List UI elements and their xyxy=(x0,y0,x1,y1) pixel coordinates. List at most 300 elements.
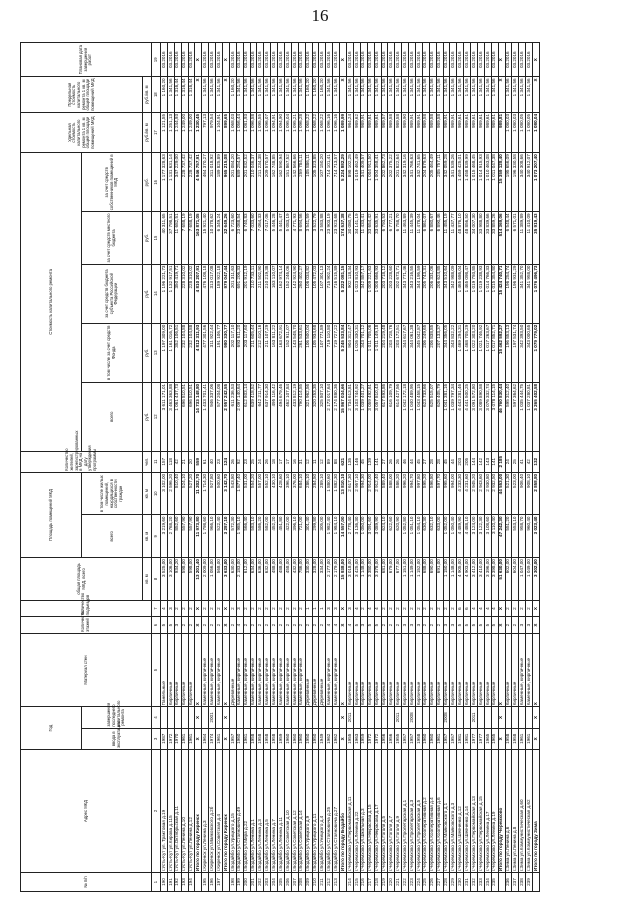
row-year-commission: 1961 xyxy=(216,728,223,749)
row-cost-federal: 196 853,13 xyxy=(505,323,512,382)
row-residents: 2 185 xyxy=(498,451,505,472)
row-year-repair xyxy=(326,707,333,728)
row-cost-total: 15 867 034,66 xyxy=(340,382,347,451)
row-entrances: 2 xyxy=(402,600,409,617)
column-number: 6 xyxy=(152,617,161,634)
row-cost-regional: 476 108,18 xyxy=(202,264,209,323)
row-cost-federal: 211 605,44 xyxy=(250,323,257,382)
row-cost-regional: 1 009 221,63 xyxy=(367,264,374,323)
row-cost-regional: 344 195,59 xyxy=(415,264,422,323)
row-year-commission: 1961 xyxy=(181,728,188,749)
row-cost-federal: 197 531,74 xyxy=(512,323,519,382)
row-residential-area: 13 810,10 xyxy=(340,472,347,515)
row-residents: 146 xyxy=(353,451,360,472)
row-cost-total: 4 441 500,25 xyxy=(464,382,471,451)
row-address: г.Черемхово ул.Гоголя д.7 xyxy=(388,749,395,872)
row-address: г.Черемхово ул.Маяковского д.3 xyxy=(450,749,457,872)
row-floors: 2 xyxy=(250,617,257,634)
row-wall-material: Кирпичные xyxy=(429,633,436,706)
row-address: г.Черемхово ул.Ленина д.17 xyxy=(484,749,491,872)
row-entrances: 2 xyxy=(291,600,298,617)
table-row xyxy=(319,43,326,892)
row-unit-cost: 1 089,99 xyxy=(340,112,347,152)
row-cost-regional: 201 912,19 xyxy=(243,264,250,323)
row-deadline: 03.2016 xyxy=(374,43,381,77)
row-year-commission: 1955 xyxy=(347,728,354,749)
row-residents: 26 xyxy=(395,451,402,472)
row-entrances: 2 xyxy=(285,600,292,617)
row-deadline: X xyxy=(498,43,505,77)
row-cost-local: 7 017,06 xyxy=(264,212,271,264)
row-wall-material: Каменные, кирпичные xyxy=(291,633,298,706)
page-number: 16 xyxy=(311,6,329,25)
row-cost-regional: 5 222 081,15 xyxy=(340,264,347,323)
row-entrances: 6 xyxy=(464,600,471,617)
row-residential-area: 1 882,30 xyxy=(333,472,340,515)
row-premises-area: 11 973,80 xyxy=(195,515,202,558)
row-floors: 2 xyxy=(216,617,223,634)
table-row xyxy=(464,43,471,892)
row-deadline: 03.2016 xyxy=(291,43,298,77)
row-residents: 46 xyxy=(402,451,409,472)
row-total-area: 632,00 xyxy=(264,558,271,601)
row-number xyxy=(340,873,347,892)
row-premises-area: 557,90 xyxy=(188,515,195,558)
row-total-area: 677,00 xyxy=(395,558,402,601)
row-wall-material: Кирпичные xyxy=(464,633,471,706)
row-cost-total: 2 173 017,64 xyxy=(326,382,333,451)
row-cost-federal: 105 934,68 xyxy=(312,323,319,382)
row-cost-federal: 203 117,60 xyxy=(243,323,250,382)
row-cost-federal: 143 548,70 xyxy=(291,323,298,382)
row-year-commission: 1970 xyxy=(174,728,181,749)
row-total-area: 51 630,00 xyxy=(498,558,505,601)
row-cost-regional: 202 673,71 xyxy=(395,264,402,323)
row-cost-federal: 352 106,51 xyxy=(174,323,181,382)
row-deadline: 03.2016 xyxy=(360,43,367,77)
row-number xyxy=(533,873,540,892)
row-deadline: X xyxy=(223,43,230,77)
row-entrances: 2 xyxy=(388,600,395,617)
row-residential-area: 2 912,40 xyxy=(374,472,381,515)
row-premises-area: 3 219,60 xyxy=(161,515,168,558)
row-year-commission: 1960 xyxy=(285,728,292,749)
row-cost-owners: 205 464,49 xyxy=(429,153,436,212)
header-cost-owners: за счет средств собственников помещений в МКД xyxy=(82,153,143,212)
row-year-repair xyxy=(229,707,236,728)
row-residents: 45 xyxy=(360,451,367,472)
row-max-cost: 1 341,56 xyxy=(464,77,471,113)
column-number: 12 xyxy=(152,382,161,451)
row-wall-material: X xyxy=(533,633,540,706)
row-wall-material: Каменные, кирпичные xyxy=(333,633,340,706)
row-wall-material: Кирпичные xyxy=(471,633,478,706)
row-address: г.Бодайбо ул.Ленина д.7 xyxy=(271,749,278,872)
row-total-area: 328,00 xyxy=(312,558,319,601)
row-number: 228 xyxy=(443,873,450,892)
row-year-commission: 1962 xyxy=(333,728,340,749)
row-cost-regional: 313 017,08 xyxy=(209,264,216,323)
row-year-commission: 1987 xyxy=(161,728,168,749)
row-wall-material: Кирпичные xyxy=(181,633,188,706)
row-premises-area: 396,10 xyxy=(291,515,298,558)
row-deadline: 03.2016 xyxy=(526,43,533,77)
row-premises-area: 3 287,10 xyxy=(223,515,230,558)
row-wall-material: Деревянные xyxy=(312,633,319,706)
row-residential-area: 11 202,70 xyxy=(195,472,202,515)
row-cost-regional: 343 771,46 xyxy=(402,264,409,323)
table-row xyxy=(395,43,402,892)
row-wall-material: Каменные, кирпичные xyxy=(285,633,292,706)
row-residential-area: 289,10 xyxy=(319,472,326,515)
row-year-repair: X xyxy=(533,707,540,728)
row-unit-cost: 1 080,05 xyxy=(526,112,533,152)
row-cost-regional: 341 352,70 xyxy=(519,264,526,323)
unit-unit-cost: руб./кв. м xyxy=(143,112,152,152)
row-total-area: 598,00 xyxy=(188,558,195,601)
row-residents: 118 xyxy=(167,451,174,472)
unit-residents: чел. xyxy=(143,451,152,472)
row-address: г.Усть-Кут ул.Ленина д.10 xyxy=(181,749,188,872)
row-cost-total: 14 733 148,80 xyxy=(195,382,202,451)
row-total-area: 3 525,00 xyxy=(161,558,168,601)
row-deadline: 03.2016 xyxy=(505,43,512,77)
row-year-repair xyxy=(167,707,174,728)
row-cost-regional: 341 958,00 xyxy=(526,264,533,323)
row-max-cost: 1 341,56 xyxy=(285,77,292,113)
row-deadline: 03.2016 xyxy=(285,43,292,77)
row-number: 203 xyxy=(264,873,271,892)
row-cost-owners: 1 458 839,99 xyxy=(464,153,471,212)
row-total-area: 3 378,00 xyxy=(374,558,381,601)
row-unit-cost: 989,61 xyxy=(457,112,464,152)
row-cost-local: 11 682,51 xyxy=(174,212,181,264)
row-number: 200 xyxy=(243,873,250,892)
row-floors: 5 xyxy=(491,617,498,634)
row-year-commission: 1956 xyxy=(381,728,388,749)
table-row xyxy=(229,43,236,892)
row-cost-federal: 342 393,50 xyxy=(519,323,526,382)
row-cost-owners: 1 131 631,14 xyxy=(167,153,174,212)
row-entrances: 2 xyxy=(395,600,402,617)
row-deadline: 03.2016 xyxy=(457,43,464,77)
header-floors: Количество этажей xyxy=(21,617,152,634)
row-number xyxy=(223,873,230,892)
row-deadline: X xyxy=(195,43,202,77)
row-entrances: 4 xyxy=(353,600,360,617)
row-cost-local: 6 890,46 xyxy=(436,212,443,264)
row-premises-area: 1 982,40 xyxy=(326,515,333,558)
row-max-cost: 1 341,56 xyxy=(477,77,484,113)
row-wall-material: Деревянные xyxy=(305,633,312,706)
row-entrances: 4 xyxy=(477,600,484,617)
row-number: 194 xyxy=(188,873,195,892)
row-max-cost: 1 341,56 xyxy=(512,77,519,113)
row-cost-regional: 210 219,38 xyxy=(264,264,271,323)
row-wall-material: Деревянные xyxy=(229,633,236,706)
row-unit-cost: 989,91 xyxy=(409,112,416,152)
row-number: 225 xyxy=(422,873,429,892)
row-residents: 25 xyxy=(250,451,257,472)
row-cost-total: 3 463 363,88 xyxy=(167,382,174,451)
row-year-repair xyxy=(216,707,223,728)
row-year-repair xyxy=(450,707,457,728)
row-address: Итого по городу Черемхово xyxy=(498,749,505,872)
row-address: г.Киренск ул.Маяковского д.2б xyxy=(209,749,216,872)
row-residential-area: 4 233,30 xyxy=(457,472,464,515)
row-residential-area: 4 231,60 xyxy=(464,472,471,515)
row-premises-area: 4 488,10 xyxy=(464,515,471,558)
row-total-area: 2 177,00 xyxy=(326,558,333,601)
table-row xyxy=(271,43,278,892)
table-row xyxy=(347,43,354,892)
row-deadline: 03.2016 xyxy=(367,43,374,77)
row-premises-area: 960,40 xyxy=(526,515,533,558)
row-residential-area: 284,50 xyxy=(312,472,319,515)
row-cost-regional: 203 228,60 xyxy=(388,264,395,323)
row-address: г.Черемхово ул.Гоголя д.9 xyxy=(395,749,402,872)
row-year-commission: 1960 xyxy=(291,728,298,749)
row-number: 221 xyxy=(395,873,402,892)
header-entrances: Количество подъездов xyxy=(21,600,152,617)
row-unit-cost: 1 080,03 xyxy=(512,112,519,152)
row-year-repair xyxy=(436,707,443,728)
row-wall-material: X xyxy=(340,633,347,706)
row-unit-cost: 1 068,22 xyxy=(305,112,312,152)
row-number: 233 xyxy=(477,873,484,892)
table-row xyxy=(216,43,223,892)
row-unit-cost: 989,91 xyxy=(360,112,367,152)
row-wall-material: Кирпичные xyxy=(512,633,519,706)
row-unit-cost: 989,61 xyxy=(491,112,498,152)
header-cost-federal: в том числе за счет средств Фонда xyxy=(82,323,143,382)
row-address: Итого по городу Бодайбо xyxy=(340,749,347,872)
row-max-cost: X xyxy=(223,77,230,113)
row-cost-federal: 719 110,80 xyxy=(326,323,333,382)
row-year-repair xyxy=(353,707,360,728)
row-cost-regional: 196 931,29 xyxy=(512,264,519,323)
row-address: г.Черемхово ул.Шевченко д.12 xyxy=(457,749,464,872)
row-total-area: 786,00 xyxy=(298,558,305,601)
row-cost-total: 1 433 701,41 xyxy=(202,382,209,451)
column-number: 15 xyxy=(152,212,161,264)
row-year-repair xyxy=(333,707,340,728)
row-residents: 143 xyxy=(484,451,491,472)
row-cost-federal: 212 410,16 xyxy=(257,323,264,382)
row-max-cost: X xyxy=(195,77,202,113)
row-year-repair xyxy=(174,707,181,728)
table-row xyxy=(436,43,443,892)
row-year-repair xyxy=(415,707,422,728)
row-residents: 89 xyxy=(326,451,333,472)
row-residential-area: 552,10 xyxy=(264,472,271,515)
row-max-cost: 1 341,56 xyxy=(326,77,333,113)
header-year: Год xyxy=(21,707,82,750)
row-number: 214 xyxy=(347,873,354,892)
row-max-cost: 1 341,56 xyxy=(298,77,305,113)
row-cost-regional: 162 974,14 xyxy=(278,264,285,323)
row-residents: 17 xyxy=(285,451,292,472)
row-deadline: 03.2016 xyxy=(250,43,257,77)
row-unit-cost: 1 230,45 xyxy=(195,112,202,152)
row-cost-local: 6 548,44 xyxy=(505,212,512,264)
row-entrances: 2 xyxy=(188,600,195,617)
row-deadline: 03.2016 xyxy=(236,43,243,77)
row-cost-local: 32 649,26 xyxy=(223,212,230,264)
row-address: г.Черемхово ул.Кооперативная д.6 xyxy=(436,749,443,872)
row-premises-area: 451,80 xyxy=(278,515,285,558)
row-entrances: 3 xyxy=(333,600,340,617)
row-unit-cost: 989,91 xyxy=(443,112,450,152)
row-year-commission: 1964 xyxy=(202,728,209,749)
row-cost-local: 33 859,26 xyxy=(491,212,498,264)
row-residential-area: 908,10 xyxy=(526,472,533,515)
row-cost-owners: 201 084,20 xyxy=(229,153,236,212)
row-total-area: 1 151,00 xyxy=(402,558,409,601)
row-address: г.Черемхово ул.Школьная д.3 xyxy=(360,749,367,872)
row-entrances: 3 xyxy=(167,600,174,617)
row-floors: X xyxy=(195,617,202,634)
row-cost-total: 1 042 172,18 xyxy=(402,382,409,451)
row-premises-area: 3 091,60 xyxy=(367,515,374,558)
row-cost-local: 163 871,05 xyxy=(195,212,202,264)
row-cost-federal: 261 533,61 xyxy=(298,323,305,382)
row-cost-local: 6 777,21 xyxy=(388,212,395,264)
row-cost-federal: 344 061,38 xyxy=(409,323,416,382)
row-floors: 3 xyxy=(409,617,416,634)
row-residents: 92 xyxy=(236,451,243,472)
row-residential-area: 396,10 xyxy=(285,472,292,515)
row-entrances: 3 xyxy=(236,600,243,617)
row-cost-local: 33 839,66 xyxy=(484,212,491,264)
table-row xyxy=(512,43,519,892)
row-cost-total: 3 091 572,80 xyxy=(471,382,478,451)
row-unit-cost: 989,58 xyxy=(388,112,395,152)
row-cost-federal: 1 161 016,72 xyxy=(167,323,174,382)
row-cost-total: 3 057 810,43 xyxy=(374,382,381,451)
table-row xyxy=(202,43,209,892)
table-row xyxy=(415,43,422,892)
row-cost-local: 15 921,40 xyxy=(202,212,209,264)
row-residential-area: 44 553,00 xyxy=(498,472,505,515)
row-total-area: 13 201,40 xyxy=(195,558,202,601)
row-residents: 31 xyxy=(298,451,305,472)
row-floors: X xyxy=(223,617,230,634)
row-deadline: 03.2016 xyxy=(443,43,450,77)
table-row xyxy=(209,43,216,892)
row-number: 229 xyxy=(450,873,457,892)
row-wall-material: Кирпичные xyxy=(374,633,381,706)
row-unit-cost: 989,62 xyxy=(353,112,360,152)
row-cost-federal: 203 728,76 xyxy=(388,323,395,382)
column-number: 16 xyxy=(152,153,161,212)
row-address: г.Черемхово ул.Первомайская д.11 xyxy=(347,749,354,872)
row-max-cost: 1 341,56 xyxy=(395,77,402,113)
row-entrances: 1 xyxy=(312,600,319,617)
row-year-repair: 2008 xyxy=(409,707,416,728)
row-total-area: 3 380,00 xyxy=(367,558,374,601)
row-cost-regional: 15 424 740,71 xyxy=(498,264,505,323)
row-address: Итого по городу Киренск xyxy=(195,749,202,872)
row-residents: 11 xyxy=(312,451,319,472)
row-cost-regional: 228 310,02 xyxy=(188,264,195,323)
row-deadline: 03.2016 xyxy=(512,43,519,77)
table-row xyxy=(257,43,264,892)
row-max-cost: 1 160,20 xyxy=(312,77,319,113)
row-total-area: 3 398,00 xyxy=(491,558,498,601)
row-deadline: 03.2016 xyxy=(429,43,436,77)
row-total-area: 1 148,00 xyxy=(360,558,367,601)
row-cost-regional: 107 301,13 xyxy=(319,264,326,323)
row-cost-regional: 201 311,63 xyxy=(229,264,236,323)
row-max-cost: 1 341,56 xyxy=(443,77,450,113)
row-deadline: 03.2016 xyxy=(305,43,312,77)
row-cost-regional: 350 419,71 xyxy=(174,264,181,323)
row-cost-federal: 1 022 303,20 xyxy=(471,323,478,382)
row-residents: 40 xyxy=(209,451,216,472)
row-wall-material: Кирпичные xyxy=(367,633,374,706)
table-row xyxy=(477,43,484,892)
row-cost-regional: 4 810 207,91 xyxy=(195,264,202,323)
row-year-commission: 1958 xyxy=(257,728,264,749)
row-number: 210 xyxy=(312,873,319,892)
column-number: 17 xyxy=(152,112,161,152)
row-total-area: 2 009,00 xyxy=(202,558,209,601)
row-unit-cost: 1 095,04 xyxy=(285,112,292,152)
row-cost-local: 11 478,04 xyxy=(415,212,422,264)
row-number: 208 xyxy=(298,873,305,892)
row-premises-area: 958,70 xyxy=(519,515,526,558)
row-residential-area: 2 617,30 xyxy=(347,472,354,515)
row-residents: 12 xyxy=(305,451,312,472)
row-unit-cost: 989,58 xyxy=(429,112,436,152)
row-cost-owners: 965 215,08 xyxy=(223,153,230,212)
row-deadline: 03.2016 xyxy=(333,43,340,77)
row-residents: 17 xyxy=(278,451,285,472)
row-cost-total: 577 204,08 xyxy=(216,382,223,451)
row-residents: 142 xyxy=(477,451,484,472)
row-address: Итого по городу Зима xyxy=(533,749,540,872)
row-year-repair xyxy=(402,707,409,728)
row-total-area: 681,00 xyxy=(381,558,388,601)
row-cost-owners: 210 046,37 xyxy=(250,153,257,212)
row-number: 227 xyxy=(436,873,443,892)
row-address: г.Черемхово ул.Шевченко д.14 xyxy=(464,749,471,872)
row-residents: 141 xyxy=(491,451,498,472)
row-cost-total: 1 043 458,15 xyxy=(415,382,422,451)
row-number: 193 xyxy=(181,873,188,892)
row-residents: 124 xyxy=(223,451,230,472)
row-residents: 157 xyxy=(161,451,168,472)
row-year-commission: 1965 xyxy=(484,728,491,749)
row-cost-regional: 343 510,64 xyxy=(443,264,450,323)
row-unit-cost: 989,58 xyxy=(395,112,402,152)
row-year-repair xyxy=(484,707,491,728)
row-number: 235 xyxy=(491,873,498,892)
row-cost-regional: 203 718,12 xyxy=(381,264,388,323)
row-deadline: 03.2016 xyxy=(271,43,278,77)
row-premises-area: 1 984,10 xyxy=(333,515,340,558)
row-cost-total: 321 962,56 xyxy=(305,382,312,451)
row-cost-owners: 1 011 047,38 xyxy=(491,153,498,212)
row-cost-local: 30 080,75 xyxy=(347,212,354,264)
table-row xyxy=(167,43,174,892)
row-unit-cost: 989,81 xyxy=(498,112,505,152)
row-cost-federal: 163 672,91 xyxy=(278,323,285,382)
row-cost-total: 1 041 381,16 xyxy=(443,382,450,451)
row-max-cost: 1 341,56 xyxy=(347,77,354,113)
row-wall-material: X xyxy=(223,633,230,706)
